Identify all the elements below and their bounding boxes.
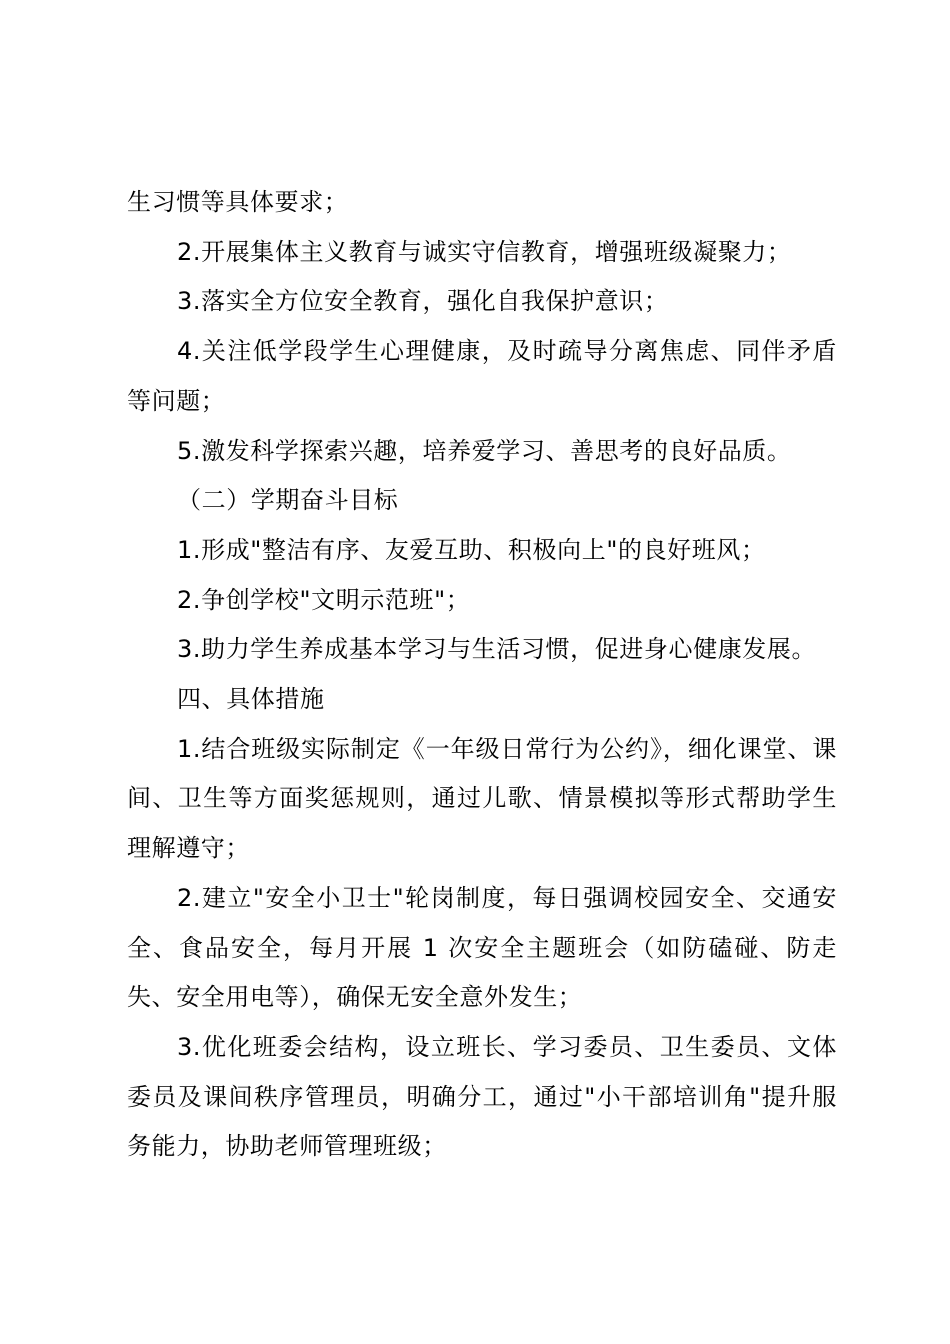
section-heading-measures: 四、具体措施 <box>177 685 325 714</box>
paragraph-semester-goal-3: 3.助力学生养成基本学习与生活习惯，促进身心健康发展。 <box>177 635 817 664</box>
paragraph-measure-2: 2.建立"安全小卫士"轮岗制度，每日强调校园安全、交通安全、食品安全，每月开展 1 次安全主题班会（如防磕碰、防走失、安全用电等），确保无安全意外发生； <box>127 883 837 1012</box>
paragraph-measure-1: 1.结合班级实际制定《一年级日常行为公约》，细化课堂、课间、卫生等方面奖惩规则，通过儿歌、情景模拟等形式帮助学生理解遵守； <box>127 734 837 863</box>
paragraph-semester-goal-1: 1.形成"整洁有序、友爱互助、积极向上"的良好班风； <box>177 535 766 564</box>
section-heading-semester-goals: （二）学期奋斗目标 <box>177 486 399 515</box>
paragraph-goal-4: 4.关注低学段学生心理健康，及时疏导分离焦虑、同伴矛盾等问题； <box>127 337 837 415</box>
paragraph-semester-goal-2: 2.争创学校"文明示范班"； <box>177 585 471 614</box>
paragraph-continuation: 生习惯等具体要求； <box>127 188 349 216</box>
paragraph-goal-2: 2.开展集体主义教育与诚实守信教育，增强班级凝聚力； <box>177 237 792 266</box>
paragraph-goal-5: 5.激发科学探索兴趣，培养爱学习、善思考的良好品质。 <box>177 436 792 465</box>
paragraph-measure-3: 3.优化班委会结构，设立班长、学习委员、卫生委员、文体委员及课间秩序管理员，明确分工，通过"小干部培训角"提升服务能力，协助老师管理班级； <box>127 1032 837 1161</box>
document-body <box>127 178 837 1172</box>
paragraph-goal-3: 3.落实全方位安全教育，强化自我保护意识； <box>177 287 669 316</box>
